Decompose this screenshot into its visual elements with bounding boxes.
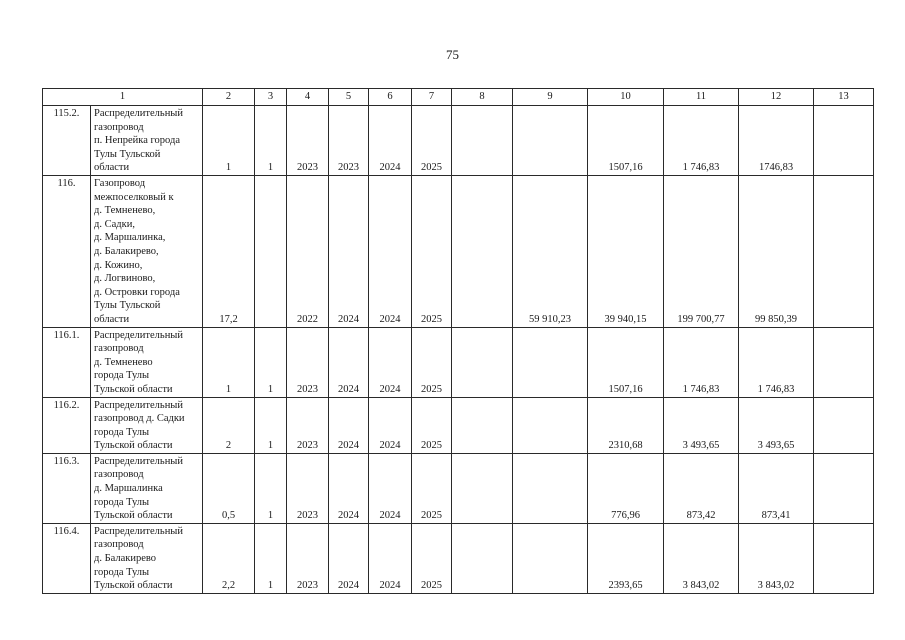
cell-col-12: 1 746,83 — [739, 327, 814, 397]
object-name-line: газопровод — [94, 343, 144, 355]
column-header-10: 10 — [588, 89, 664, 106]
object-name — [91, 523, 203, 593]
object-name-line: Тульской области — [94, 383, 173, 395]
object-name-line: Распределительный — [94, 329, 183, 341]
cell-col-3: 1 — [255, 327, 287, 397]
cell-col-9 — [513, 523, 588, 593]
table-row — [43, 327, 874, 397]
column-header-9: 9 — [513, 89, 588, 106]
cell-col-8 — [452, 327, 513, 397]
cell-col-12: 1746,83 — [739, 106, 814, 176]
cell-col-8 — [452, 453, 513, 523]
cell-col-10: 2393,65 — [588, 523, 664, 593]
table-row — [43, 453, 874, 523]
cell-col-9 — [513, 106, 588, 176]
cell-col-5: 2024 — [329, 397, 369, 453]
object-name-line: д. Темненево — [94, 356, 153, 368]
object-name-line: п. Непрейка города — [94, 135, 180, 147]
object-name-line: области — [94, 313, 130, 325]
cell-col-12: 99 850,39 — [739, 175, 814, 327]
object-name — [91, 327, 203, 397]
cell-col-3: 1 — [255, 397, 287, 453]
cell-col-7: 2025 — [412, 453, 452, 523]
cell-col-7: 2025 — [412, 175, 452, 327]
object-name — [91, 175, 203, 327]
cell-col-4: 2023 — [287, 397, 329, 453]
cell-col-7: 2025 — [412, 106, 452, 176]
cell-col-5: 2024 — [329, 453, 369, 523]
cell-col-10: 39 940,15 — [588, 175, 664, 327]
cell-col-8 — [452, 106, 513, 176]
cell-col-12: 3 843,02 — [739, 523, 814, 593]
table-row — [43, 106, 874, 176]
row-number: 116.1. — [43, 327, 91, 397]
cell-col-6: 2024 — [369, 453, 412, 523]
row-number: 116. — [43, 175, 91, 327]
column-header-7: 7 — [412, 89, 452, 106]
object-name-line: газопровод — [94, 121, 144, 133]
object-name-line: Тульской области — [94, 510, 173, 522]
cell-col-5: 2023 — [329, 106, 369, 176]
cell-col-5: 2024 — [329, 523, 369, 593]
object-name — [91, 453, 203, 523]
object-name-line: д. Садки, — [94, 218, 135, 230]
column-header-13: 13 — [814, 89, 874, 106]
cell-col-12: 3 493,65 — [739, 397, 814, 453]
object-name-line: Распределительный — [94, 455, 183, 467]
cell-col-11: 199 700,77 — [664, 175, 739, 327]
cell-col-11: 1 746,83 — [664, 106, 739, 176]
cell-col-5: 2024 — [329, 327, 369, 397]
object-name-line: города Тулы — [94, 496, 150, 508]
cell-col-6: 2024 — [369, 397, 412, 453]
data-table — [42, 88, 874, 594]
table-row — [43, 175, 874, 327]
object-name — [91, 397, 203, 453]
cell-col-7: 2025 — [412, 397, 452, 453]
cell-col-4: 2023 — [287, 523, 329, 593]
object-name-line: города Тулы — [94, 370, 150, 382]
cell-col-10: 1507,16 — [588, 327, 664, 397]
cell-col-13 — [814, 523, 874, 593]
cell-col-13 — [814, 453, 874, 523]
cell-col-7: 2025 — [412, 523, 452, 593]
cell-col-9: 59 910,23 — [513, 175, 588, 327]
cell-col-8 — [452, 523, 513, 593]
cell-col-6: 2024 — [369, 175, 412, 327]
cell-col-3: 1 — [255, 106, 287, 176]
object-name-line: д. Островки города — [94, 286, 180, 298]
object-name-line: области — [94, 162, 130, 174]
cell-col-9 — [513, 327, 588, 397]
object-name-line: города Тулы — [94, 566, 150, 578]
column-header-3: 3 — [255, 89, 287, 106]
object-name-line: Газопровод — [94, 177, 146, 189]
cell-col-3: 1 — [255, 523, 287, 593]
object-name-line: города Тулы — [94, 426, 150, 438]
table-row — [43, 397, 874, 453]
object-name-line: Распределительный — [94, 525, 183, 537]
cell-col-3 — [255, 175, 287, 327]
cell-col-2: 2,2 — [203, 523, 255, 593]
object-name-line: д. Маршалинка, — [94, 232, 166, 244]
column-header-1: 1 — [43, 89, 203, 106]
object-name-line: газопровод — [94, 469, 144, 481]
cell-col-2: 1 — [203, 327, 255, 397]
object-name-line: д. Кожино, — [94, 259, 143, 271]
cell-col-11: 873,42 — [664, 453, 739, 523]
object-name-line: Тульской области — [94, 580, 173, 592]
object-name-line: Распределительный — [94, 399, 183, 411]
cell-col-7: 2025 — [412, 327, 452, 397]
cell-col-2: 2 — [203, 397, 255, 453]
cell-col-12: 873,41 — [739, 453, 814, 523]
cell-col-4: 2023 — [287, 106, 329, 176]
table-body — [43, 106, 874, 594]
column-header-6: 6 — [369, 89, 412, 106]
cell-col-13 — [814, 175, 874, 327]
object-name — [91, 106, 203, 176]
cell-col-4: 2023 — [287, 327, 329, 397]
object-name-line: Распределительный — [94, 108, 183, 119]
cell-col-10: 776,96 — [588, 453, 664, 523]
cell-col-11: 1 746,83 — [664, 327, 739, 397]
cell-col-9 — [513, 453, 588, 523]
object-name-line: д. Логвиново, — [94, 273, 156, 285]
cell-col-2: 17,2 — [203, 175, 255, 327]
cell-col-5: 2024 — [329, 175, 369, 327]
cell-col-10: 2310,68 — [588, 397, 664, 453]
column-header-11: 11 — [664, 89, 739, 106]
cell-col-2: 1 — [203, 106, 255, 176]
column-header-4: 4 — [287, 89, 329, 106]
object-name-line: Тулы Тульской — [94, 148, 161, 160]
cell-col-6: 2024 — [369, 106, 412, 176]
page-number: 75 — [446, 47, 459, 62]
object-name-line: д. Балакирево, — [94, 245, 159, 257]
cell-col-3: 1 — [255, 453, 287, 523]
cell-col-13 — [814, 327, 874, 397]
cell-col-11: 3 843,02 — [664, 523, 739, 593]
cell-col-2: 0,5 — [203, 453, 255, 523]
row-number: 116.3. — [43, 453, 91, 523]
object-name-line: д. Маршалинка — [94, 483, 163, 495]
header-row — [43, 89, 874, 106]
object-name-line: газопровод — [94, 539, 144, 551]
cell-col-6: 2024 — [369, 523, 412, 593]
column-header-12: 12 — [739, 89, 814, 106]
object-name-line: Тулы Тульской — [94, 300, 161, 312]
row-number: 115.2. — [43, 106, 91, 176]
object-name-line: д. Темненево, — [94, 205, 156, 217]
object-name-line: д. Балакирево — [94, 553, 157, 565]
table-row — [43, 523, 874, 593]
cell-col-13 — [814, 106, 874, 176]
row-number: 116.4. — [43, 523, 91, 593]
cell-col-8 — [452, 397, 513, 453]
cell-col-4: 2022 — [287, 175, 329, 327]
column-header-2: 2 — [203, 89, 255, 106]
object-name-line: Тульской области — [94, 440, 173, 452]
column-header-5: 5 — [329, 89, 369, 106]
cell-col-8 — [452, 175, 513, 327]
object-name-line: межпоселковый к — [94, 191, 174, 203]
cell-col-6: 2024 — [369, 327, 412, 397]
cell-col-4: 2023 — [287, 453, 329, 523]
cell-col-10: 1507,16 — [588, 106, 664, 176]
column-header-8: 8 — [452, 89, 513, 106]
cell-col-13 — [814, 397, 874, 453]
cell-col-9 — [513, 397, 588, 453]
row-number: 116.2. — [43, 397, 91, 453]
object-name-line: газопровод д. Садки — [94, 413, 185, 425]
cell-col-11: 3 493,65 — [664, 397, 739, 453]
